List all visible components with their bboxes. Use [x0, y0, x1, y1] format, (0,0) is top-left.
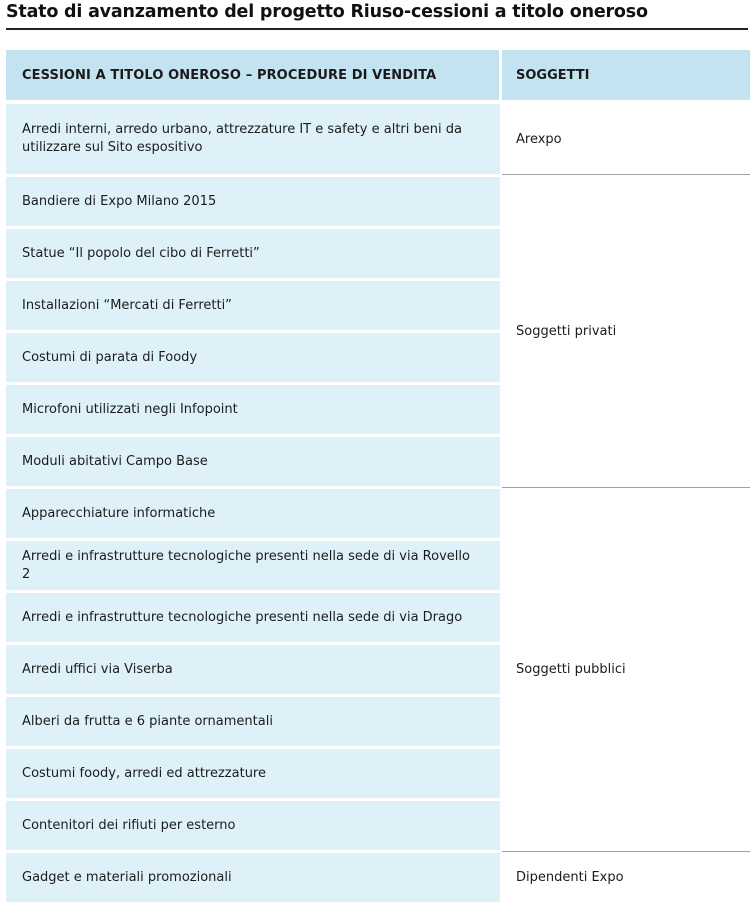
table-row-procedure: Microfoni utilizzati negli Infopoint [6, 385, 500, 434]
subject-cell-employees: Dipendenti Expo [502, 853, 750, 902]
title-divider [6, 28, 748, 30]
table-row-procedure: Arredi uffici via Viserba [6, 645, 500, 694]
table-row-procedure: Bandiere di Expo Milano 2015 [6, 177, 500, 226]
table-row-procedure: Costumi di parata di Foody [6, 333, 500, 382]
column-header-subjects: SOGGETTI [502, 50, 750, 100]
subject-cell-public: Soggetti pubblici [502, 489, 750, 850]
table-row-procedure: Arredi e infrastrutture tecnologiche presenti nella sede di via Drago [6, 593, 500, 642]
table-row-procedure: Apparecchiature informatiche [6, 489, 500, 538]
table-row-procedure: Statue “Il popolo del cibo di Ferretti” [6, 229, 500, 278]
table-row-procedure: Gadget e materiali promozionali [6, 853, 500, 902]
subject-divider [502, 174, 750, 175]
table-row-procedure: Moduli abitativi Campo Base [6, 437, 500, 486]
table-row-procedure: Costumi foody, arredi ed attrezzature [6, 749, 500, 798]
table-row-procedure: Installazioni “Mercati di Ferretti” [6, 281, 500, 330]
subject-cell-private: Soggetti privati [502, 177, 750, 486]
page-title: Stato di avanzamento del progetto Riuso-cessioni a titolo oneroso [6, 2, 648, 22]
table-row-procedure: Arredi e infrastrutture tecnologiche presenti nella sede di via Rovello 2 [6, 541, 500, 590]
table-row-procedure: Arredi interni, arredo urbano, attrezzature IT e safety e altri beni da utilizzare sul Sito espositivo [6, 104, 500, 174]
subject-divider [502, 851, 750, 852]
table-row-procedure: Alberi da frutta e 6 piante ornamentali [6, 697, 500, 746]
table-row-procedure: Contenitori dei rifiuti per esterno [6, 801, 500, 850]
subject-divider [502, 487, 750, 488]
column-header-procedures: CESSIONI A TITOLO ONEROSO – PROCEDURE DI VENDITA [6, 50, 499, 100]
subject-cell-arexpo: Arexpo [502, 104, 750, 174]
